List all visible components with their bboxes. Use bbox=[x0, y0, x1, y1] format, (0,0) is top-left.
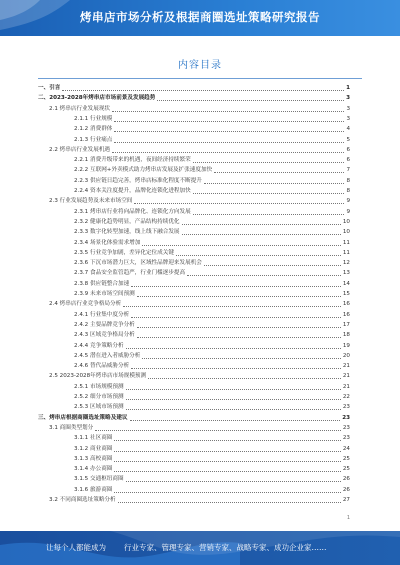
toc-entry-page: 21 bbox=[342, 383, 350, 390]
toc-leader-dots bbox=[126, 348, 341, 349]
toc-entry[interactable] bbox=[38, 455, 350, 464]
toc-entry-title: 3.1.1 社区商圈 bbox=[74, 435, 113, 442]
toc-entry-page: 23 bbox=[342, 404, 350, 411]
heading-divider bbox=[38, 78, 362, 79]
toc-entry-title: 2.3 行业发展趋势及未来市场空间 bbox=[49, 198, 133, 205]
toc-entry[interactable] bbox=[38, 208, 350, 217]
toc-entry[interactable] bbox=[38, 342, 350, 351]
toc-leader-dots bbox=[193, 214, 345, 215]
toc-entry-page: 3 bbox=[346, 95, 350, 102]
toc-leader-dots bbox=[112, 111, 344, 112]
toc-leader-dots bbox=[204, 265, 341, 266]
toc-entry-title: 3.1.4 办公商圈 bbox=[74, 466, 113, 473]
toc-entry-title: 3.1 商圈类型划分 bbox=[49, 424, 94, 431]
toc-entry-title: 2.1.2 消费群体 bbox=[74, 126, 113, 133]
toc-leader-dots bbox=[114, 131, 344, 132]
toc-entry[interactable] bbox=[38, 136, 350, 145]
toc-entry[interactable] bbox=[38, 249, 350, 258]
toc-entry-title: 二、2023-2028年烤串店市场前景及发展趋势 bbox=[38, 95, 156, 102]
toc-entry[interactable] bbox=[38, 84, 350, 93]
toc-entry-page: 23 bbox=[342, 435, 350, 442]
toc-leader-dots bbox=[95, 430, 341, 431]
toc-leader-dots bbox=[142, 245, 341, 246]
toc-entry-page: 20 bbox=[342, 352, 350, 359]
toc-entry-page: 3 bbox=[346, 105, 350, 112]
toc-entry-title: 2.1.3 行业痛点 bbox=[74, 136, 113, 143]
toc-leader-dots bbox=[126, 389, 341, 390]
toc-entry[interactable] bbox=[38, 218, 350, 227]
toc-entry-page: 16 bbox=[342, 311, 350, 318]
toc-leader-dots bbox=[114, 461, 340, 462]
toc-entry-title: 2.4.4 竞争策略分析 bbox=[74, 342, 124, 349]
toc-leader-dots bbox=[130, 420, 341, 421]
toc-entry-page: 26 bbox=[342, 486, 350, 493]
toc-entry-page: 6 bbox=[346, 157, 350, 164]
toc-entry-page: 27 bbox=[342, 497, 350, 503]
toc-leader-dots bbox=[157, 100, 344, 101]
toc-entry[interactable] bbox=[38, 362, 350, 371]
toc-leader-dots bbox=[123, 306, 341, 307]
toc-entry[interactable] bbox=[38, 94, 350, 103]
toc-entry[interactable] bbox=[38, 475, 350, 484]
toc-leader-dots bbox=[137, 296, 341, 297]
toc-entry-title: 3.2 不同商圈选址策略分析 bbox=[49, 497, 116, 503]
toc-entry[interactable] bbox=[38, 280, 350, 289]
toc-entry-title: 3.1.2 商业商圈 bbox=[74, 445, 113, 452]
toc-entry-title: 2.1.1 行业规模 bbox=[74, 115, 113, 122]
toc-entry[interactable] bbox=[38, 166, 350, 175]
toc-leader-dots bbox=[114, 440, 340, 441]
toc-entry[interactable] bbox=[38, 486, 350, 495]
toc-entry-title: 2.5 2023-2028年烤串店市场规模预测 bbox=[49, 373, 147, 380]
toc-entry-page: 23 bbox=[342, 424, 350, 431]
footer-slogan-left: 让每个人都能成为 bbox=[46, 543, 106, 552]
toc-entry[interactable] bbox=[38, 496, 350, 505]
toc-entry-page: 12 bbox=[342, 260, 350, 267]
toc-leader-dots bbox=[114, 121, 344, 122]
toc-entry[interactable] bbox=[38, 269, 350, 278]
toc-leader-dots bbox=[134, 203, 344, 204]
toc-entry-title: 2.4.3 区域竞争格局分析 bbox=[74, 332, 135, 339]
toc-entry-page: 13 bbox=[342, 270, 350, 277]
toc-entry-page: 7 bbox=[346, 167, 350, 174]
toc-entry-page: 1 bbox=[346, 85, 350, 91]
toc-leader-dots bbox=[114, 142, 344, 143]
toc-entry-title: 3.1.6 旅游商圈 bbox=[74, 486, 113, 493]
toc-entry-title: 2.5.2 细分市场预测 bbox=[74, 394, 124, 400]
toc-entry-page: 25 bbox=[342, 466, 350, 473]
toc-entry[interactable] bbox=[38, 321, 350, 330]
toc-entry-title: 2.4.5 潜在进入者威胁分析 bbox=[74, 352, 141, 359]
toc-entry[interactable] bbox=[38, 445, 350, 454]
toc-entry-page: 24 bbox=[342, 445, 350, 452]
toc-entry-page: 19 bbox=[342, 342, 350, 349]
toc-entry[interactable] bbox=[38, 465, 350, 474]
toc-entry[interactable] bbox=[38, 290, 350, 299]
toc-entry-title: 2.2.1 消费升级带来的机遇，夜间经济持续繁荣 bbox=[74, 157, 191, 164]
toc-leader-dots bbox=[137, 337, 341, 338]
toc-entry[interactable] bbox=[38, 105, 350, 114]
toc-entry-page: 22 bbox=[342, 394, 350, 400]
footer-slogan-right: 行业专家、管理专家、营销专家、战略专家、成功企业家…… bbox=[124, 543, 327, 552]
toc-leader-dots bbox=[193, 162, 345, 163]
toc-leader-dots bbox=[193, 193, 345, 194]
toc-entry[interactable] bbox=[38, 187, 350, 196]
toc-entry-page: 8 bbox=[346, 177, 350, 184]
toc-entry-title: 2.3.5 行业竞争加剧，差异化定位成关键 bbox=[74, 249, 174, 256]
toc-entry-page: 18 bbox=[342, 332, 350, 339]
toc-entry-title: 2.5.1 市场规模预测 bbox=[74, 383, 124, 390]
toc-leader-dots bbox=[62, 90, 344, 91]
toc-entry-page: 9 bbox=[346, 208, 350, 215]
toc-entry[interactable] bbox=[38, 239, 350, 248]
toc-entry[interactable] bbox=[38, 115, 350, 124]
toc-entry[interactable] bbox=[38, 352, 350, 361]
toc-leader-dots bbox=[137, 327, 341, 328]
toc-entry-page: 21 bbox=[342, 373, 350, 380]
toc-leader-dots bbox=[118, 502, 341, 503]
toc-leader-dots bbox=[126, 409, 341, 410]
toc-leader-dots bbox=[204, 183, 345, 184]
toc-leader-dots bbox=[114, 471, 340, 472]
toc-entry-title: 2.3.4 场景化体验需求增加 bbox=[74, 239, 141, 246]
toc-entry-page: 10 bbox=[342, 229, 350, 236]
toc-entry[interactable] bbox=[38, 125, 350, 134]
toc-entry-title: 2.4.1 行业集中度分析 bbox=[74, 311, 130, 318]
toc-leader-dots bbox=[176, 255, 341, 256]
toc-entry[interactable] bbox=[38, 311, 350, 320]
toc-entry-title: 2.4.6 替代品威胁分析 bbox=[74, 363, 130, 370]
toc-entry-title: 2.4 烤串店行业竞争格局分析 bbox=[49, 301, 122, 308]
toc-entry[interactable] bbox=[38, 300, 350, 309]
report-header bbox=[0, 0, 400, 36]
toc-entry[interactable] bbox=[38, 259, 350, 268]
toc-entry-page: 8 bbox=[346, 188, 350, 194]
toc-entry-title: 一、引言 bbox=[38, 85, 61, 91]
toc-entry-page: 15 bbox=[342, 291, 350, 297]
toc-entry-title: 2.5.3 区域市场预测 bbox=[74, 404, 124, 411]
toc-entry[interactable] bbox=[38, 372, 350, 381]
toc-entry-title: 2.2 烤串店行业发展机遇 bbox=[49, 146, 111, 153]
toc-entry-title: 2.3.9 未来市场空间预测 bbox=[74, 291, 135, 297]
report-footer bbox=[0, 531, 400, 565]
toc-entry[interactable] bbox=[38, 146, 350, 155]
toc-entry-title: 2.4.2 主要品牌竞争分析 bbox=[74, 321, 135, 328]
toc-entry[interactable] bbox=[38, 434, 350, 443]
toc-entry-page: 5 bbox=[346, 136, 350, 143]
toc-entry-title: 2.2.3 供应链日趋完善，烤串店标准化程度不断提升 bbox=[74, 177, 202, 184]
toc-entry-title: 2.1 烤串店行业发展现状 bbox=[49, 105, 111, 112]
toc-entry-title: 2.3.3 数字化转型加速，线上线下融合发展 bbox=[74, 229, 180, 236]
toc-entry-page: 3 bbox=[346, 115, 350, 122]
toc-entry-title: 2.3.6 下沉市场潜力巨大，区域性品牌迎来发展机会 bbox=[74, 260, 202, 267]
toc-entry-page: 11 bbox=[342, 239, 350, 246]
toc-leader-dots bbox=[131, 286, 341, 287]
toc-entry[interactable] bbox=[38, 228, 350, 237]
toc-entry-title: 2.3.8 供应链整合加速 bbox=[74, 280, 130, 287]
toc-entry-page: 6 bbox=[346, 146, 350, 153]
toc-entry-page: 4 bbox=[346, 126, 350, 133]
toc-entry[interactable] bbox=[38, 197, 350, 206]
toc-entry[interactable] bbox=[38, 424, 350, 433]
toc-entry-page: 16 bbox=[342, 301, 350, 308]
toc-entry-page: 25 bbox=[342, 455, 350, 462]
report-title: 烤串店市场分析及根据商圈选址策略研究报告 bbox=[80, 10, 320, 24]
toc-entry[interactable] bbox=[38, 393, 350, 402]
toc-leader-dots bbox=[126, 399, 341, 400]
toc-entry[interactable] bbox=[38, 177, 350, 186]
toc-heading: 内容目录 bbox=[178, 60, 222, 71]
page-number: 1 bbox=[346, 515, 350, 521]
toc-leader-dots bbox=[214, 172, 344, 173]
toc-entry-page: 14 bbox=[342, 280, 350, 287]
toc-leader-dots bbox=[131, 317, 341, 318]
toc-entry-title: 2.3.1 烤串店行业将向品牌化、连锁化方向发展 bbox=[74, 208, 191, 215]
toc-leader-dots bbox=[131, 368, 341, 369]
table-of-contents bbox=[38, 84, 350, 509]
toc-entry-page: 9 bbox=[346, 198, 350, 205]
toc-entry[interactable] bbox=[38, 156, 350, 165]
toc-leader-dots bbox=[182, 224, 341, 225]
toc-entry-title: 三、烤串店根据商圈选址策略及建议 bbox=[38, 414, 128, 421]
toc-leader-dots bbox=[148, 378, 341, 379]
toc-leader-dots bbox=[112, 152, 344, 153]
toc-entry-page: 26 bbox=[342, 476, 350, 483]
toc-leader-dots bbox=[126, 481, 341, 482]
toc-entry-page: 23 bbox=[342, 414, 350, 421]
toc-entry-title: 2.3.2 健康化趋势明显，产品结构持续优化 bbox=[74, 218, 180, 225]
toc-entry[interactable] bbox=[38, 383, 350, 392]
toc-leader-dots bbox=[187, 275, 341, 276]
toc-entry[interactable] bbox=[38, 403, 350, 412]
toc-entry-title: 3.1.3 高校商圈 bbox=[74, 455, 113, 462]
toc-leader-dots bbox=[114, 451, 340, 452]
toc-entry[interactable] bbox=[38, 414, 350, 423]
toc-entry-title: 2.3.7 食品安全监管趋严，行业门槛逐步提高 bbox=[74, 270, 186, 277]
toc-leader-dots bbox=[114, 492, 340, 493]
toc-entry-title: 2.2.2 互联网+外卖模式助力烤串店发展及扩张速度加快 bbox=[74, 167, 213, 174]
toc-entry-page: 17 bbox=[342, 321, 350, 328]
toc-leader-dots bbox=[142, 358, 341, 359]
toc-entry-page: 21 bbox=[342, 363, 350, 370]
toc-entry-page: 11 bbox=[342, 249, 350, 256]
toc-entry[interactable] bbox=[38, 331, 350, 340]
toc-entry-page: 10 bbox=[342, 218, 350, 225]
toc-leader-dots bbox=[182, 234, 341, 235]
toc-entry-title: 2.2.4 资本关注度提升，品牌化连锁化进程加快 bbox=[74, 188, 191, 194]
toc-entry-title: 3.1.5 交通枢纽商圈 bbox=[74, 476, 124, 483]
